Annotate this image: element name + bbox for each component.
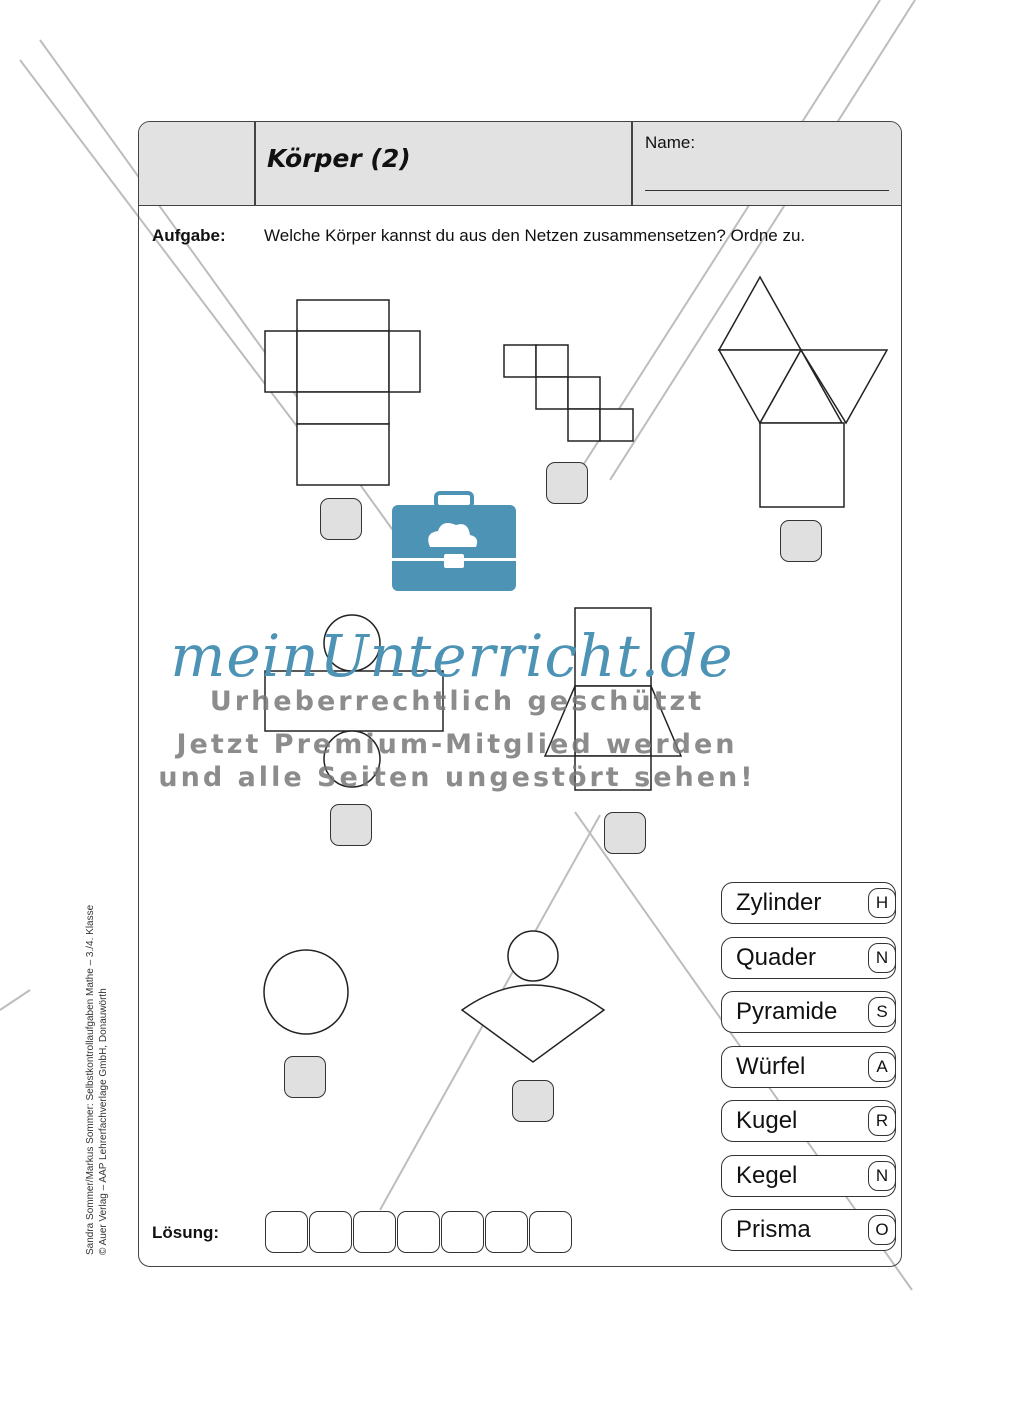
header-divider [631, 122, 633, 205]
choice-label: Zylinder [736, 889, 822, 916]
answer-box-quader-net[interactable] [320, 498, 362, 540]
worksheet-title: Körper (2) [267, 144, 411, 173]
choice-item [721, 937, 896, 979]
solution-box[interactable] [397, 1211, 440, 1253]
answer-box-pyramide-net[interactable] [780, 520, 822, 562]
name-label: Name: [645, 133, 696, 152]
task-text: Welche Körper kannst du aus den Netzen zusammensetzen? Ordne zu. [264, 226, 806, 245]
solution-box[interactable] [353, 1211, 396, 1253]
solution-box[interactable] [265, 1211, 308, 1253]
choice-label: Prisma [736, 1216, 811, 1243]
choice-item [721, 1100, 896, 1142]
worksheet-header [139, 122, 901, 206]
choice-item [721, 1209, 896, 1251]
solution-box[interactable] [441, 1211, 484, 1253]
watermark-line: und alle Seiten ungestört sehen! [158, 762, 756, 793]
watermark-line: Jetzt Premium-Mitglied werden [176, 729, 738, 760]
choice-label: Quader [736, 944, 817, 971]
name-input-line[interactable] [645, 190, 889, 191]
answer-box-zylinder-net[interactable] [330, 804, 372, 846]
solution-label: Lösung: [152, 1223, 220, 1242]
choice-letter: N [868, 943, 896, 973]
choice-letter: R [868, 1106, 896, 1136]
solution-box[interactable] [485, 1211, 528, 1253]
choice-letter: H [868, 888, 896, 918]
header-divider [254, 122, 256, 205]
watermark-logo-text: meinUnterricht.de [170, 622, 734, 690]
answer-box-kugel-net[interactable] [284, 1056, 326, 1098]
credit-line: © Auer Verlag – AAP Lehrerfachverlage GmbH, Donauwörth [98, 988, 109, 1255]
choice-label: Pyramide [736, 998, 838, 1025]
choice-letter: A [868, 1052, 896, 1082]
choice-letter: O [868, 1215, 896, 1245]
choice-item [721, 882, 896, 924]
watermark-line: Urheberrechtlich geschützt [209, 686, 705, 717]
task-label: Aufgabe: [152, 226, 226, 245]
answer-box-kegel-net[interactable] [512, 1080, 554, 1122]
choice-item [721, 991, 896, 1033]
credit-line: Sandra Sommer/Markus Sommer: Selbstkontrollaufgaben Mathe – 3./4. Klasse [85, 904, 96, 1255]
choice-label: Würfel [736, 1053, 806, 1080]
answer-box-wuerfel-net[interactable] [546, 462, 588, 504]
side-credit [84, 905, 110, 1255]
choice-label: Kegel [736, 1162, 798, 1189]
choice-label: Kugel [736, 1107, 798, 1134]
solution-box[interactable] [309, 1211, 352, 1253]
choice-item [721, 1046, 896, 1088]
choice-letter: S [868, 997, 896, 1027]
solution-box[interactable] [529, 1211, 572, 1253]
choice-letter: N [868, 1161, 896, 1191]
choice-item [721, 1155, 896, 1197]
answer-box-prisma-net[interactable] [604, 812, 646, 854]
